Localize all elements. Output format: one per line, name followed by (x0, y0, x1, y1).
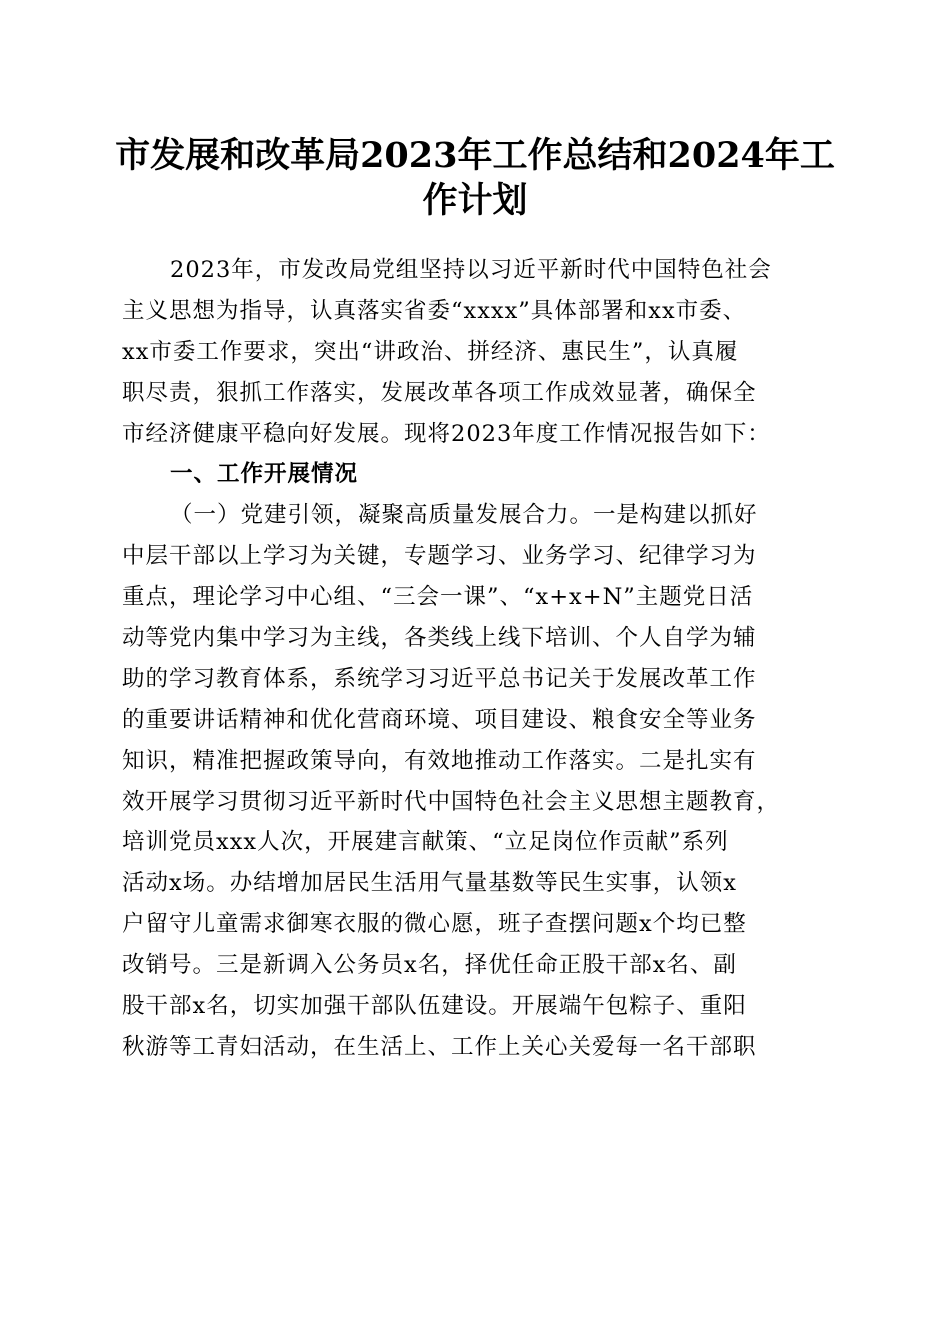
title-line-1: 市发展和改革局2023年工作总结和2024年工 (115, 135, 835, 176)
paragraph-line: 知识，精准把握政策导向，有效地推动工作落实。二是扎实有 (122, 747, 757, 774)
paragraph-line: 改销号。三是新调入公务员x名，择优任命正股干部x名、副 (122, 952, 737, 979)
paragraph-line: 重点，理论学习中心组、“三会一课”、“x+x+N”主题党日活 (122, 584, 754, 611)
intro-line: xx市委工作要求，突出“讲政治、拼经济、惠民生”，认真履 (122, 338, 739, 365)
paragraph-line: （一）党建引领，凝聚高质量发展合力。一是构建以抓好 (170, 502, 758, 529)
paragraph-line: 动等党内集中学习为主线，各类线上线下培训、个人自学为辅 (122, 625, 757, 652)
paragraph-line: 效开展学习贯彻习近平新时代中国特色社会主义思想主题教育， (122, 788, 781, 815)
paragraph-line: 的重要讲话精神和优化营商环境、项目建设、粮食安全等业务 (122, 706, 757, 733)
intro-line: 主义思想为指导，认真落实省委“xxxx”具体部署和xx市委、 (122, 297, 747, 324)
paragraph-line: 户留守儿童需求御寒衣服的微心愿，班子查摆问题x个均已整 (122, 911, 747, 938)
intro-line: 职尽责，狠抓工作落实，发展改革各项工作成效显著，确保全 (122, 379, 757, 406)
document-title (110, 133, 840, 223)
intro-line: 市经济健康平稳向好发展。现将2023年度工作情况报告如下： (122, 420, 771, 447)
paragraph-line: 助的学习教育体系，系统学习习近平总书记关于发展改革工作 (122, 665, 757, 692)
paragraph-line: 活动x场。办结增加居民生活用气量基数等民生实事，认领x (122, 870, 737, 897)
paragraph-line: 秋游等工青妇活动，在生活上、工作上关心关爱每一名干部职 (122, 1033, 757, 1060)
intro-line: 2023年，市发改局党组坚持以习近平新时代中国特色社会 (170, 257, 772, 283)
title-line-2: 作计划 (422, 180, 528, 221)
paragraph-line: 中层干部以上学习为关键，专题学习、业务学习、纪律学习为 (122, 543, 757, 570)
document-body (122, 250, 832, 1068)
section-heading: 一、工作开展情况 (170, 461, 359, 488)
paragraph-line: 股干部x名，切实加强干部队伍建设。开展端午包粽子、重阳 (122, 993, 747, 1020)
paragraph-line: 培训党员xxx人次，开展建言献策、“立足岗位作贡献”系列 (122, 829, 729, 856)
